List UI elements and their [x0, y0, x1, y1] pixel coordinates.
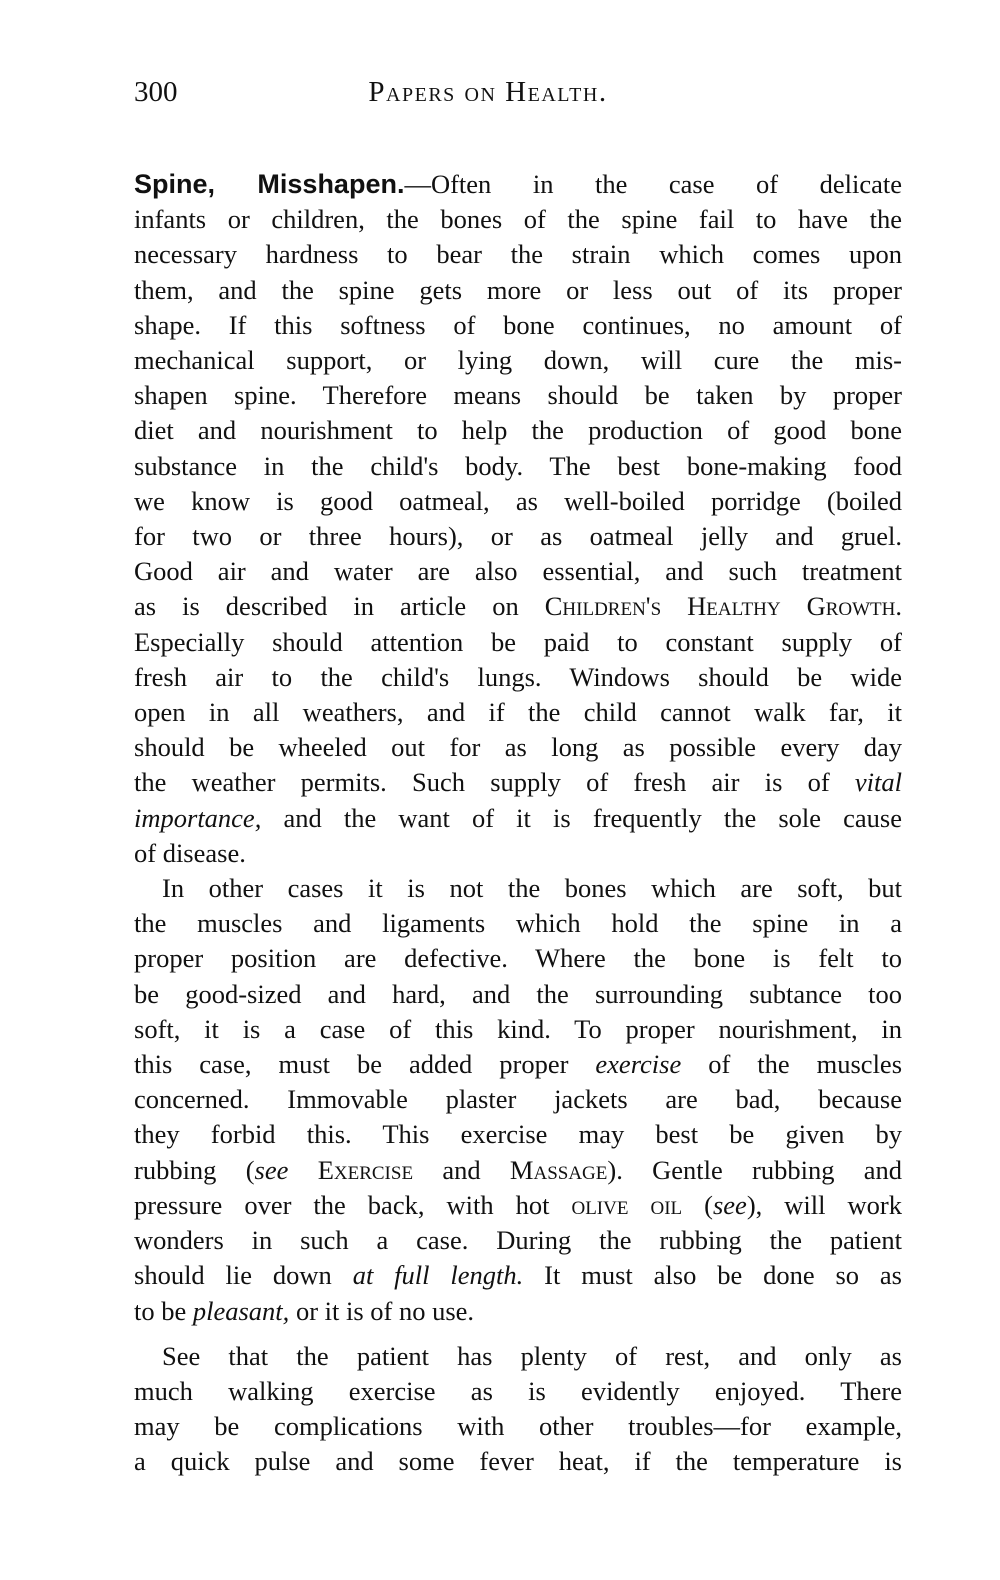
text-line: [134, 378, 902, 413]
italic-text: see: [712, 1189, 747, 1220]
text-run: should lie down: [134, 1260, 353, 1291]
text-line: [134, 202, 902, 237]
text-run: ), will work: [746, 1189, 902, 1220]
text-line: [134, 660, 902, 695]
text-line: [134, 1294, 902, 1329]
text-run: as is described in article on: [134, 591, 545, 622]
text-run: —Often in the case of delicate: [404, 169, 902, 199]
text-run: See that the patient has plenty of rest, and only as: [162, 1340, 902, 1371]
italic-text: vital: [854, 767, 902, 798]
text-line: [134, 343, 902, 378]
text-line: [134, 1339, 902, 1374]
text-run: In other cases it is not the bones which are soft, but: [162, 873, 902, 904]
small-caps-reference: Children's Healthy Growth.: [544, 591, 902, 622]
text-run: Especially should attention be paid to constant supply of: [134, 626, 902, 657]
text-run: we know is good oatmeal, as well-boiled porridge (boiled: [134, 485, 902, 516]
text-run: the muscles and ligaments which hold the spine in a: [134, 908, 902, 939]
text-line: [134, 413, 902, 448]
text-run: the weather permits. Such supply of fresh air is of: [134, 767, 855, 798]
text-line: [134, 554, 902, 589]
text-run: much walking exercise as is evidently enjoyed. There: [134, 1375, 902, 1406]
text-line: [134, 1188, 902, 1223]
text-run: It must also be done so as: [523, 1260, 902, 1291]
text-run: to be: [134, 1295, 193, 1326]
text-run: necessary hardness to bear the strain which comes upon: [134, 239, 902, 270]
text-line: [134, 237, 902, 272]
text-line: [134, 1444, 902, 1479]
text-line: [134, 308, 902, 343]
text-line: [134, 1153, 902, 1188]
text-run: of the muscles: [681, 1049, 903, 1080]
text-line: [134, 1047, 902, 1082]
text-line: [134, 906, 902, 941]
text-run: of disease.: [134, 837, 246, 868]
text-run: wonders in such a case. During the rubbing the patient: [134, 1225, 902, 1256]
text-run: shapen spine. Therefore means should be taken by proper: [134, 380, 902, 411]
text-run: a quick pulse and some fever heat, if the temperature is: [134, 1446, 902, 1477]
text-line: [134, 1258, 902, 1293]
text-line: [134, 1409, 902, 1444]
text-line: [134, 765, 902, 800]
paragraph: [134, 1339, 902, 1480]
text-run: pressure over the back, with hot: [134, 1189, 572, 1220]
text-line: [134, 519, 902, 554]
text-run: ). Gentle rubbing and: [607, 1154, 903, 1185]
text-line: [134, 730, 902, 765]
text-run: for two or three hours), or as oatmeal jelly and gruel.: [134, 521, 902, 552]
text-run: and: [413, 1154, 510, 1185]
entry-heading: Spine, Misshapen.: [134, 169, 405, 199]
text-line: [134, 1012, 902, 1047]
paragraph: [134, 167, 902, 871]
text-run: [288, 1155, 317, 1185]
running-title: [0, 76, 1000, 109]
text-run: they forbid this. This exercise may best be given by: [134, 1119, 902, 1150]
text-run: concerned. Immovable plaster jackets are bad, because: [134, 1084, 902, 1115]
text-line: [134, 801, 902, 836]
text-run: substance in the child's body. The best bone-making food: [134, 450, 902, 481]
text-run: soft, it is a case of this kind. To proper nourishment, in: [134, 1013, 902, 1044]
text-line: [134, 484, 902, 519]
running-title-text: Papers on Health.: [368, 76, 608, 108]
text-line: [134, 273, 902, 308]
text-line: [134, 1223, 902, 1258]
italic-text: pleasant,: [192, 1295, 290, 1326]
text-run: rubbing (: [134, 1154, 255, 1185]
text-run: and the want of it is frequently the sole cause: [261, 802, 902, 833]
text-run: infants or children, the bones of the spine fail to have the: [134, 204, 902, 235]
italic-text: importance,: [134, 802, 262, 833]
text-line: [134, 941, 902, 976]
text-line: [134, 625, 902, 660]
italic-text: at full length.: [352, 1260, 524, 1291]
text-line: [134, 695, 902, 730]
text-line: [134, 871, 902, 906]
text-line: [134, 167, 902, 202]
italic-text: exercise: [595, 1049, 682, 1080]
text-run: shape. If this softness of bone continues, no amount of: [134, 309, 902, 340]
text-line: [134, 449, 902, 484]
text-run: Good air and water are also essential, and such treatment: [134, 556, 902, 587]
italic-text: see: [254, 1154, 289, 1185]
text-line: [134, 836, 902, 871]
text-run: should be wheeled out for as long as possible every day: [134, 732, 902, 763]
text-run: may be complications with other troubles—for example,: [134, 1411, 902, 1442]
text-run: be good-sized and hard, and the surrounding subtance too: [134, 978, 902, 1009]
text-run: (: [682, 1189, 713, 1220]
small-caps-reference: Massage: [509, 1154, 608, 1185]
paragraph: [134, 871, 902, 1329]
text-line: [134, 1374, 902, 1409]
text-run: or it is of no use.: [289, 1295, 475, 1326]
text-run: diet and nourishment to help the production of good bone: [134, 415, 902, 446]
page-number: 300: [134, 76, 178, 108]
text-run: fresh air to the child's lungs. Windows should be wide: [134, 661, 902, 692]
small-caps-reference: olive oil: [571, 1189, 683, 1220]
text-run: this case, must be added proper: [134, 1049, 596, 1080]
text-line: [134, 977, 902, 1012]
text-run: proper position are defective. Where the bone is felt to: [134, 943, 902, 974]
text-run: them, and the spine gets more or less out of its proper: [134, 274, 902, 305]
text-run: open in all weathers, and if the child cannot walk far, it: [134, 697, 902, 728]
text-line: [134, 1082, 902, 1117]
text-run: mechanical support, or lying down, will cure the mis-: [134, 345, 902, 376]
text-line: [134, 589, 902, 624]
page-body: [134, 167, 902, 1480]
small-caps-reference: Exercise: [317, 1154, 414, 1185]
text-line: [134, 1117, 902, 1152]
